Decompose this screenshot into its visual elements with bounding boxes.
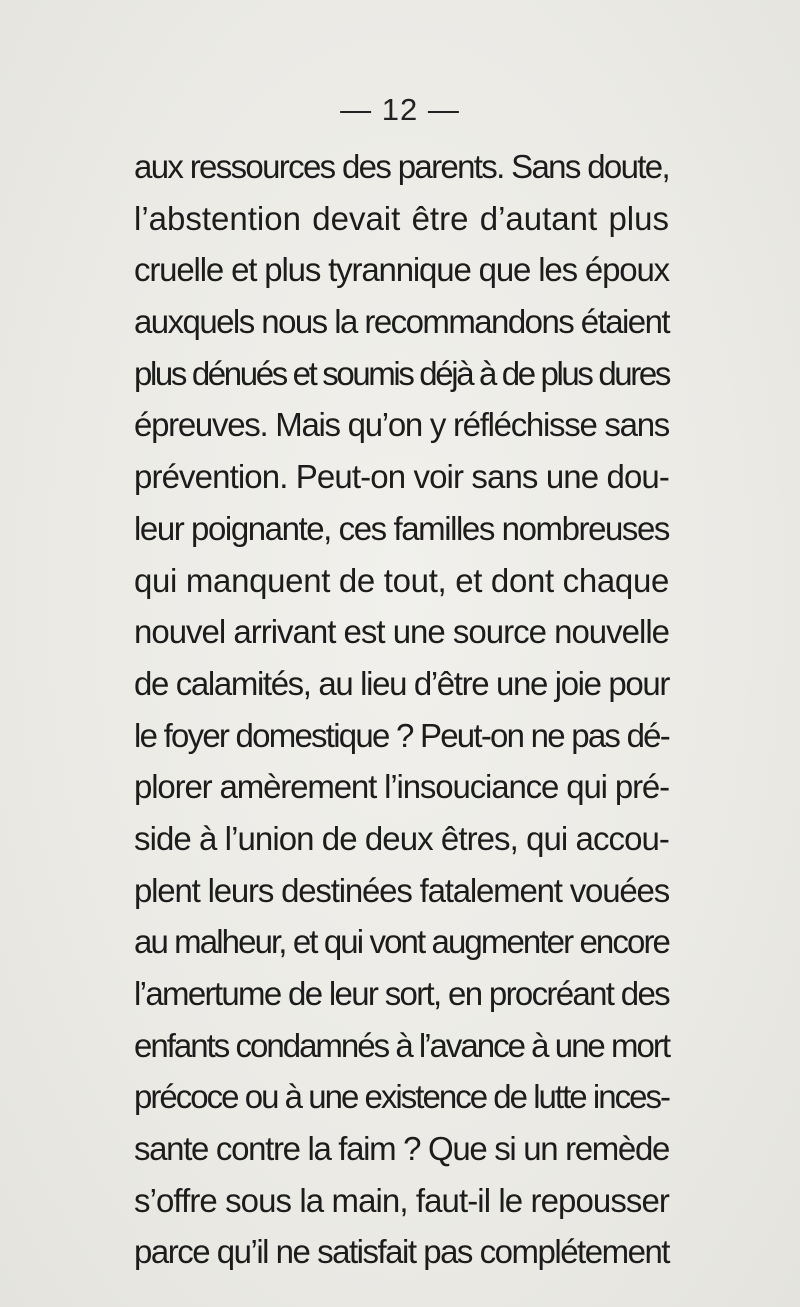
body-text (134, 141, 669, 1278)
text-line: l’amertume de leur sort, en procréant des (134, 975, 669, 1012)
text-line: nouvel arrivant est une source nouvelle (134, 613, 669, 651)
text-line: qui manquent de tout, et dont chaque (134, 561, 669, 599)
text-line: leur poignante, ces familles nombreuses (134, 509, 669, 547)
text-line: plorer amèrement l’insouciance qui pré- (134, 768, 669, 806)
text-line: auxquels nous la recommandons étaient (134, 303, 669, 341)
text-line: side à l’union de deux êtres, qui accou- (134, 819, 669, 857)
text-line: s’offre sous la main, faut-il le repousser (134, 1181, 669, 1219)
text-line: l’abstention devait être d’autant plus (134, 199, 669, 237)
text-line: de calamités, au lieu d’être une joie pour (134, 664, 669, 702)
page-number: — 12 — (340, 92, 460, 127)
text-line: parce qu’il ne satisfait pas complétement (134, 1233, 669, 1271)
text-line: plus dénués et soumis déjà à de plus dures (134, 354, 670, 392)
text-line: aux ressources des parents. Sans doute, (134, 148, 669, 185)
text-line: épreuves. Mais qu’on y réfléchisse sans (134, 406, 669, 444)
text-line: enfants condamnés à l’avance à une mort (134, 1026, 669, 1064)
text-line: prévention. Peut-on voir sans une dou- (134, 458, 669, 496)
text-line: sante contre la faim ? Que si un remède (134, 1130, 669, 1168)
text-line: plent leurs destinées fatalement vouées (134, 871, 669, 909)
text-line: cruelle et plus tyrannique que les époux (134, 251, 669, 289)
text-line: précoce ou à une existence de lutte inces- (134, 1078, 670, 1116)
text-line: le foyer domestique ? Peut-on ne pas dé- (134, 716, 669, 754)
text-line: au malheur, et qui vont augmenter encore (134, 923, 669, 961)
